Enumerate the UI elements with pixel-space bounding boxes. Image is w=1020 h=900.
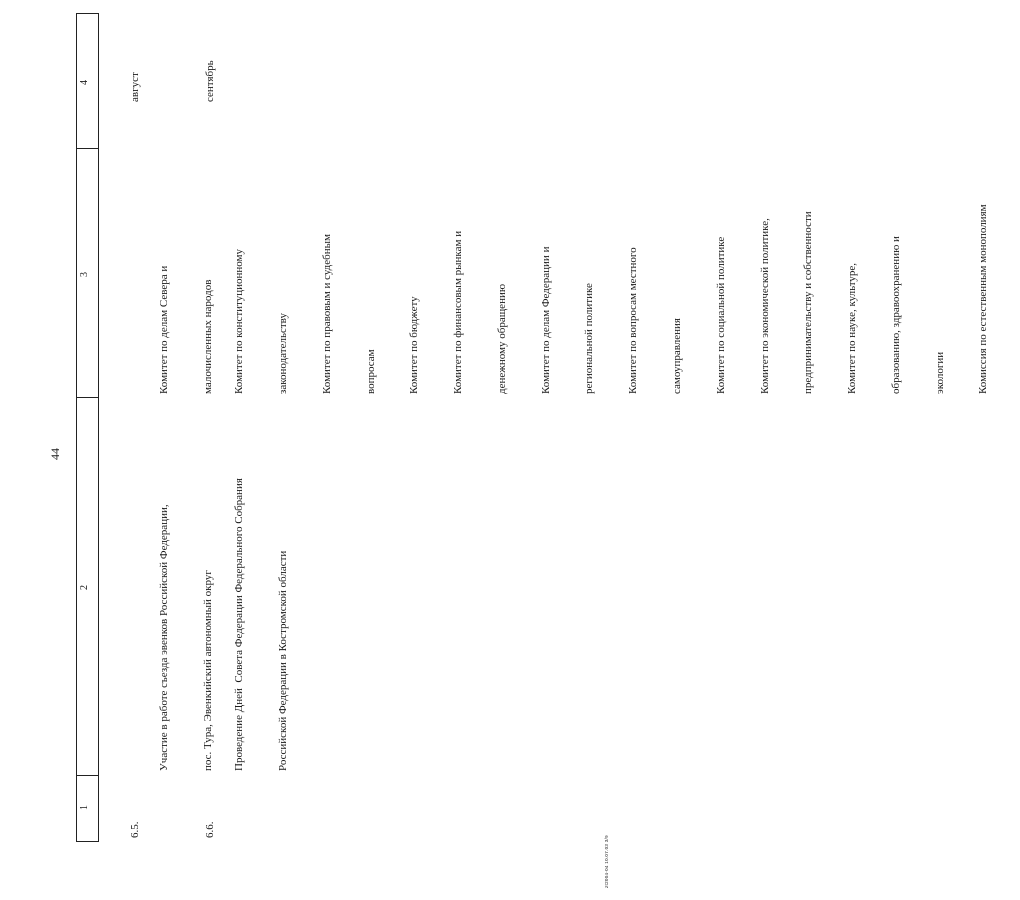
committee-line: Комитет по бюджету	[408, 296, 421, 394]
event-description	[203, 478, 320, 771]
event-line: Участие в работе съезда эвенков Российской Федерации,	[158, 504, 171, 771]
committee-line: Комитет по правовым и судебным	[320, 234, 333, 394]
row-number: 6.5.	[129, 821, 141, 838]
committee-line: Комитет по экономической политике,	[758, 218, 771, 394]
table-left-border	[76, 841, 98, 842]
committee-line: вопросам	[364, 349, 377, 394]
committee-line: экологии	[933, 351, 946, 394]
print-footer-code: zt2004-04 10.07.03 3/9	[604, 835, 609, 888]
committee-line: законодательству	[276, 313, 289, 394]
event-line: пос. Тура, Эвенкийский автономный округ	[201, 570, 214, 771]
column-divider-1	[76, 775, 98, 776]
column-number-3: 3	[79, 272, 90, 277]
committee-line: Комитет по науке, культуре,	[846, 262, 859, 394]
committee-line: региональной политике	[583, 283, 596, 394]
committee-line: Комитет по финансовым рынкам и	[452, 230, 465, 394]
committee-line: денежному обращению	[495, 283, 508, 394]
committee-line: образованию, здравоохранению и	[889, 236, 902, 394]
committee-line: Комитет по вопросам местного	[627, 247, 640, 394]
header-bottom-border	[98, 13, 99, 842]
column-number-1: 1	[79, 805, 90, 810]
committee-line: самоуправления	[671, 318, 683, 394]
event-date: сентябрь	[204, 60, 216, 102]
committee-line: Комитет по конституционному	[233, 248, 246, 394]
table-right-border	[76, 13, 98, 14]
column-divider-2	[76, 397, 98, 398]
committee-list	[203, 204, 1020, 394]
committee-line: предпринимательству и собственности	[802, 211, 815, 394]
column-divider-3	[76, 148, 98, 149]
page-number: 44	[48, 448, 62, 460]
event-line: Проведение Дней Совета Федерации Федерального Собрания	[233, 478, 246, 771]
committee-line: Комитет по социальной политике	[714, 236, 727, 394]
column-number-2: 2	[79, 585, 90, 590]
committee-line: Комиссия по естественным монополиям	[977, 204, 990, 394]
event-date: август	[129, 72, 141, 102]
committee-line: Комитет по делам Федерации и	[539, 246, 552, 394]
event-line: Российской Федерации в Костромской области	[276, 550, 289, 771]
column-number-4: 4	[79, 80, 90, 85]
row-number: 6.6.	[204, 821, 216, 838]
committee-line: малочисленных народов	[201, 279, 214, 394]
committee-line: Комитет по делам Севера и	[158, 265, 171, 394]
table-top-border	[76, 13, 77, 842]
